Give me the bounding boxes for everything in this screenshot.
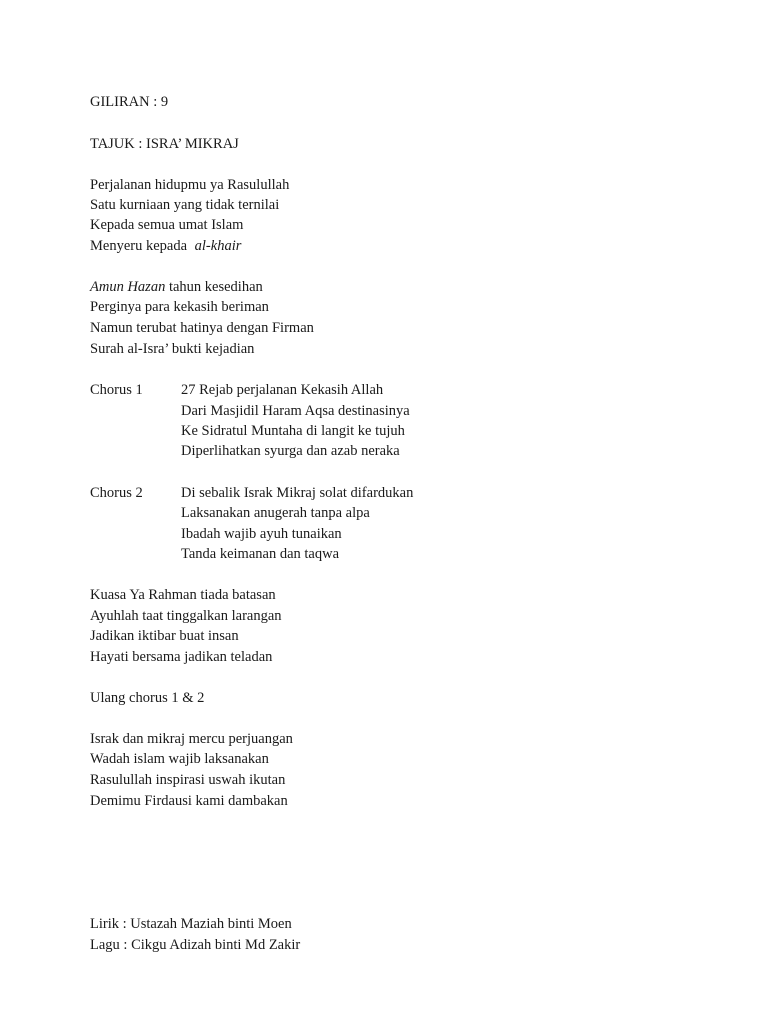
chorus1-line4: Diperlihatkan syurga dan azab neraka	[181, 443, 400, 459]
chorus2-line2: Laksanakan anugerah tanpa alpa	[181, 505, 370, 521]
chorus2-line1: Di sebalik Israk Mikraj solat difardukan	[181, 485, 414, 501]
verse1-line4	[90, 236, 241, 256]
verse2-line1-italic: Amun Hazan	[90, 279, 166, 295]
verse1-line1: Perjalanan hidupmu ya Rasulullah	[90, 177, 290, 193]
verse3-line1: Kuasa Ya Rahman tiada batasan	[90, 587, 276, 603]
chorus1-label: Chorus 1	[90, 382, 143, 398]
chorus1-line1: 27 Rejab perjalanan Kekasih Allah	[181, 382, 384, 398]
verse1-line2: Satu kurniaan yang tidak ternilai	[90, 197, 280, 213]
repeat-chorus-line: Ulang chorus 1 & 2	[90, 690, 205, 706]
verse4-line1: Israk dan mikraj mercu perjuangan	[90, 731, 293, 747]
chorus2-label: Chorus 2	[90, 485, 143, 501]
title-line: TAJUK : ISRA’ MIKRAJ	[90, 136, 239, 152]
verse1-line4-italic: al-khair	[194, 238, 242, 254]
verse3-line2: Ayuhlah taat tinggalkan larangan	[90, 608, 282, 624]
verse2-line1-rest: tahun kesedihan	[165, 279, 263, 295]
verse1-line3: Kepada semua umat Islam	[90, 217, 244, 233]
giliran-line: GILIRAN : 9	[90, 94, 169, 110]
chorus2-line4: Tanda keimanan dan taqwa	[181, 546, 340, 562]
music-credit: Lagu : Cikgu Adizah binti Md Zakir	[90, 937, 301, 953]
chorus1-line2: Dari Masjidil Haram Aqsa destinasinya	[181, 403, 410, 419]
chorus2-line3: Ibadah wajib ayuh tunaikan	[181, 526, 342, 542]
verse4-line4: Demimu Firdausi kami dambakan	[90, 793, 288, 809]
verse1-line4-prefix: Menyeru kepada	[90, 238, 191, 254]
verse2-line1	[90, 277, 263, 297]
verse2-line2: Perginya para kekasih beriman	[90, 299, 269, 315]
chorus1-line3: Ke Sidratul Muntaha di langit ke tujuh	[181, 423, 405, 439]
verse3-line4: Hayati bersama jadikan teladan	[90, 649, 273, 665]
verse2-line4: Surah al-Isra’ bukti kejadian	[90, 341, 255, 357]
verse4-line2: Wadah islam wajib laksanakan	[90, 751, 269, 767]
lyrics-credit: Lirik : Ustazah Maziah binti Moen	[90, 916, 292, 932]
verse3-line3: Jadikan iktibar buat insan	[90, 628, 239, 644]
verse2-line3: Namun terubat hatinya dengan Firman	[90, 320, 314, 336]
verse4-line3: Rasulullah inspirasi uswah ikutan	[90, 772, 286, 788]
